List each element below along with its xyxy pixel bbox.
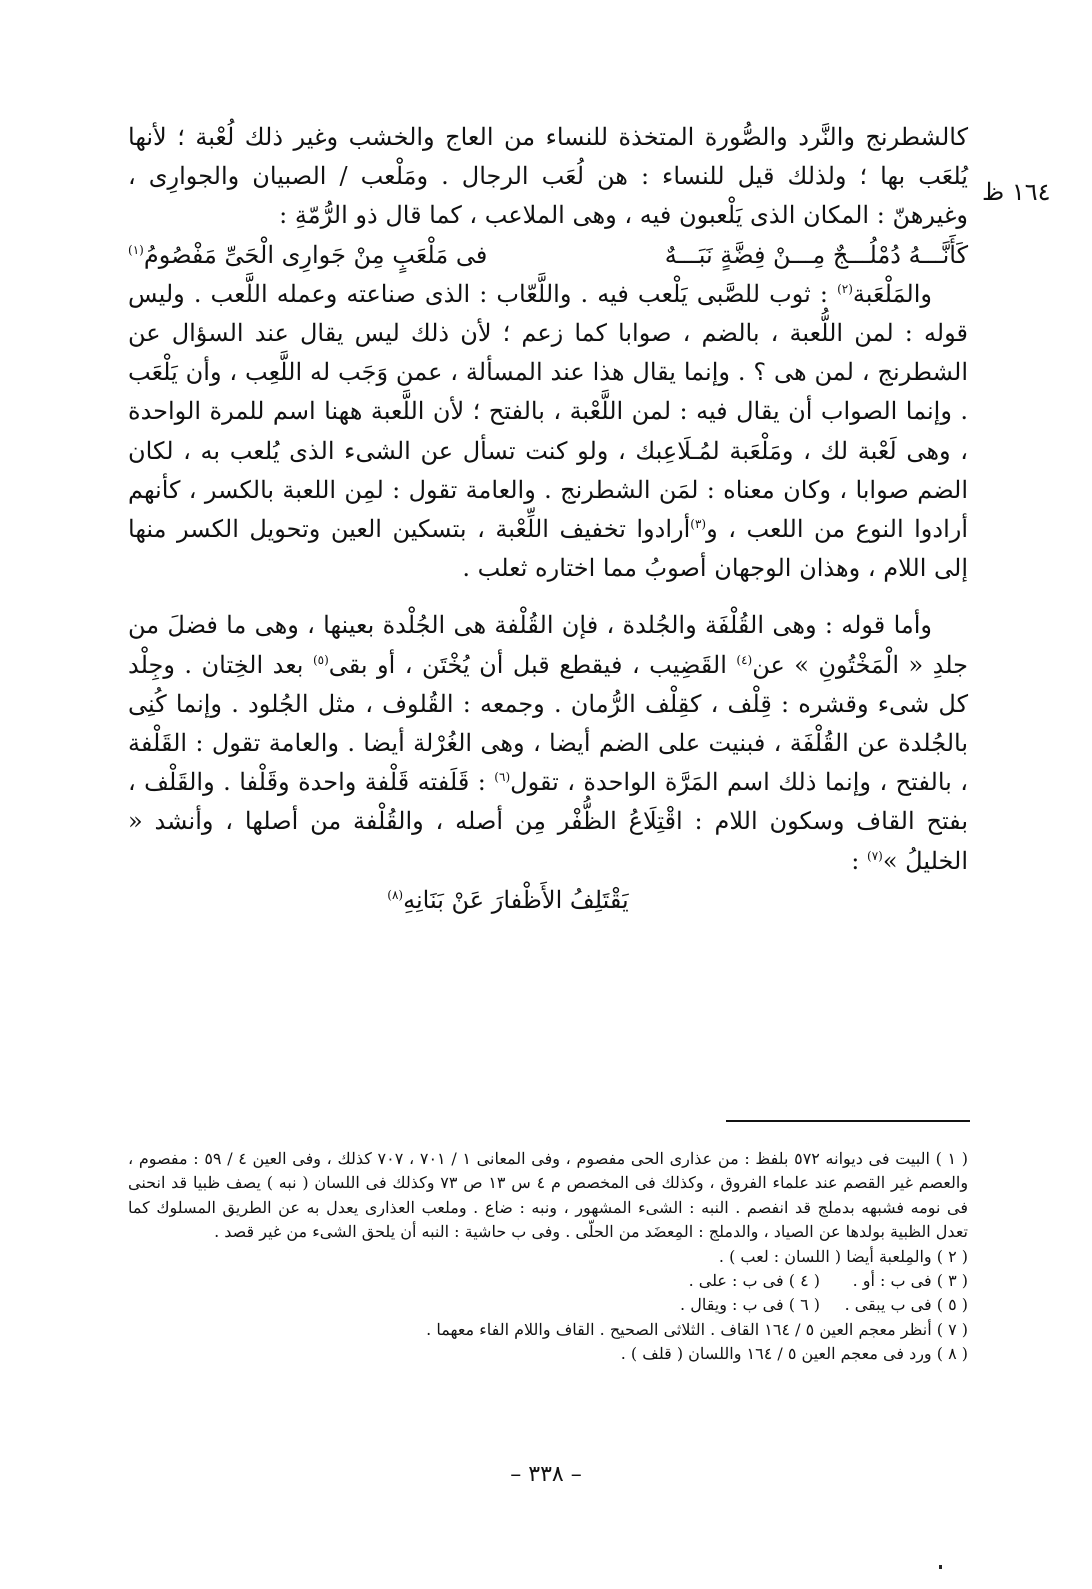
footnote-7: ( ٧ ) أنظر معجم العين ٥ / ١٦٤ القاف . الثلاثى الصحيح . القاف واللام الفاء معهما .	[426, 1319, 968, 1339]
main-text	[128, 118, 968, 920]
text-word: والمَلْعَبة	[852, 279, 932, 308]
footnote-ref: (٦)	[494, 770, 511, 785]
footnote-8: ( ٨ ) ورد فى معجم العين ٥ / ١٦٤ واللسان ( قلف ) .	[620, 1344, 968, 1364]
text-segment: وسكون اللام : اقْتِلَاعُ الظُّفْر مِن أصله ، والقُلْفة من أصلها ، وأنشد « الخليلُ »	[128, 807, 968, 875]
text-line: عن القُلْفَة ، فبنيت على الضم أيضا ، وهى الغُرْلة أيضا . والعامة تقول : القَلْفة ، بالفتح ،	[128, 729, 969, 797]
footnote-line: ( ١ ) البيت فى ديوانه ٥٧٢ بلفظ : من عذارى الحى مفصوم ، وفى المعانى ١ / ٧٠١ ، ٧٠٧ كذلك ، وفى العين ٤ / ٥٩ :	[193, 1149, 969, 1168]
footnote-ref: (٣)	[690, 517, 707, 532]
manuscript-folio-marker: ١٦٤ ظ	[982, 178, 1051, 206]
page-number: – ٣٣٨ –	[510, 1462, 582, 1487]
text-line: لمن هى ؟ . وإنما يقال هذا عند المسألة ، عمن وَجَب له اللَّعِب ، وأن يَلْعَب . وإنما الصواب	[128, 358, 968, 426]
footnote-separator	[726, 1120, 970, 1122]
text-line: معناه : لمَن الشطرنج . والعامة تقول : لمِن اللعبة بالكسر ، كأنهم أرادوا النوع من اللعب ،	[128, 475, 968, 544]
footnote-5: ( ٥ ) فى ب يبقى .	[844, 1295, 968, 1315]
scan-speck	[939, 1565, 942, 1569]
footnote-ref: (٢)	[837, 281, 853, 296]
footnote-ref: (٨)	[387, 887, 404, 902]
text-line: شىء وقشره : قِلْف ، كقِلْف الرُّمان . وجمعه : القُلوف ، مثل الجُلود . وإنما كُنِى بالجُلدة	[128, 689, 968, 758]
text-line: قوله : لمن اللُّعبة ، بالضم ، صوابا كما زعم ؛ لأن ذلك ليس يقال عند السؤال عن الشطرنج ،	[128, 319, 968, 387]
quoted-verse-text: يَقْتَلِفُ الأَظْفارَ عَنْ بَنَانِهِ	[403, 885, 629, 914]
text-segment: :	[851, 846, 868, 875]
paragraph-2	[128, 275, 968, 589]
text-segment: : قَلَفته قَلْفة واحدة وقَلْفا . والقَلْف ، بفتح القاف	[128, 768, 969, 836]
footnote-6: ( ٦ ) فى ب : ويقال .	[680, 1295, 820, 1315]
text-segment: وإنما ذلك اسم المَرَّة الواحدة ، تقول	[510, 768, 871, 797]
footnote-ref: (١)	[128, 242, 144, 257]
footnote-3: ( ٣ ) فى ب : أو .	[852, 1271, 968, 1291]
text-line: ومَلْعَبة لمُـلَاعِبك ، ولو كنت تسأل عن الشىء الذى يُلعب به ، لكان الضم صوابا ، وكان	[128, 436, 968, 504]
text-line: بها ؛ ولذلك قيل للنساء : هن لُعَب الرجال . ومَلْعب / الصبيان والجوارِى ، وغيرهنّ : المكان	[128, 162, 968, 230]
text-segment: بعد الخِتان . وجِلْد كل	[128, 650, 969, 718]
text-word: و	[706, 515, 718, 544]
footnote-row	[128, 1293, 968, 1317]
footnote-line: مفصوم ، والعصم غير القصم عند علماء الفروق ، وكذلك فى المخصص م ٤ س ١٣ ص ٧٣ وكذلك فى اللسان ( نبه ) يصف	[128, 1149, 969, 1193]
quoted-verse	[128, 881, 968, 920]
footnote-4: ( ٤ ) فى ب : على .	[688, 1271, 820, 1291]
paragraph-1	[128, 118, 968, 236]
footnote-line: المسلوك كما تعدل الظبية بولدها عن الصياد ، والدملج : المِعضَد من الحلّى . وفى ب حاشية : النبه أن يلحق الشىء من غير قصد .	[128, 1197, 968, 1242]
text-line: وأما قوله : وهى القُلْفَة والجُلدة ، فإن القُلْفة هى الجُلْدة بعينها ، وهى ما فضلَ من جلدِ	[128, 611, 968, 679]
footnote-row	[128, 1269, 968, 1293]
paragraph-3	[128, 606, 968, 880]
text-line: أصوبُ مما اختاره ثعلب .	[462, 554, 707, 583]
text-segment: القَضِيب ، فيقطع قبل أن يُخْتَن ، أو بقى	[328, 650, 737, 679]
text-line: أن يقال فيه : لمن اللَّعْبة ، بالفتح ؛ لأن اللَّعبة ههنا اسم للمرة الواحدة ، وهى لَعْبة لك ،	[128, 397, 969, 465]
verse-first-hemistich: كَأَنَّـــهُ دُمْلُـــجٌ مِـــنْ فِضَّةٍ نَبَـــهٌ	[664, 240, 968, 269]
verse-line	[128, 236, 968, 275]
footnote-line: ظبيا قد انحنى فى نومه فشبهه بدملج قد انفصم . النبه : الشىء المشهور ، ونبه : ضاع . وملعب العذارى يعدل به عن الطريق	[128, 1173, 969, 1217]
text-line: أرادوا تخفيف اللِّعْبة ، بتسكين العين وتحويل الكسر منها إلى اللام ، وهذان الوجهان	[128, 515, 968, 583]
footnote-1	[128, 1147, 968, 1245]
footnotes	[128, 1147, 968, 1367]
text-line: الذى يَلْعبون فيه ، وهى الملاعب ، كما قال ذو الرُّمّةِ :	[279, 201, 796, 230]
text-line: كالشطرنج والنَّرد والصُّورة المتخذة للنساء من العاج والخشب وغير ذلك لُعْبة ؛ لأنها يُلعَب	[128, 123, 968, 191]
footnote-ref: (٤)	[736, 652, 753, 667]
text-line: : ثوب للصَّبى يَلْعب فيه . واللَّعّاب : الذى صناعته وعمله اللَّعب . وليس	[128, 279, 828, 308]
footnote-ref: (٧)	[867, 848, 883, 863]
text-segment: « الْمَخْتُونِ » عن	[752, 650, 924, 679]
verse-second-hemistich	[128, 236, 533, 275]
verse-second-text: فى مَلْعَبٍ مِنْ جَوارِى الْحَىِّ مَفْصُومُ	[143, 240, 488, 269]
footnote-ref: (٥)	[312, 652, 329, 667]
footnote-2: ( ٢ ) والمِلعبة أيضا ( اللسان : لعب ) .	[718, 1246, 968, 1266]
